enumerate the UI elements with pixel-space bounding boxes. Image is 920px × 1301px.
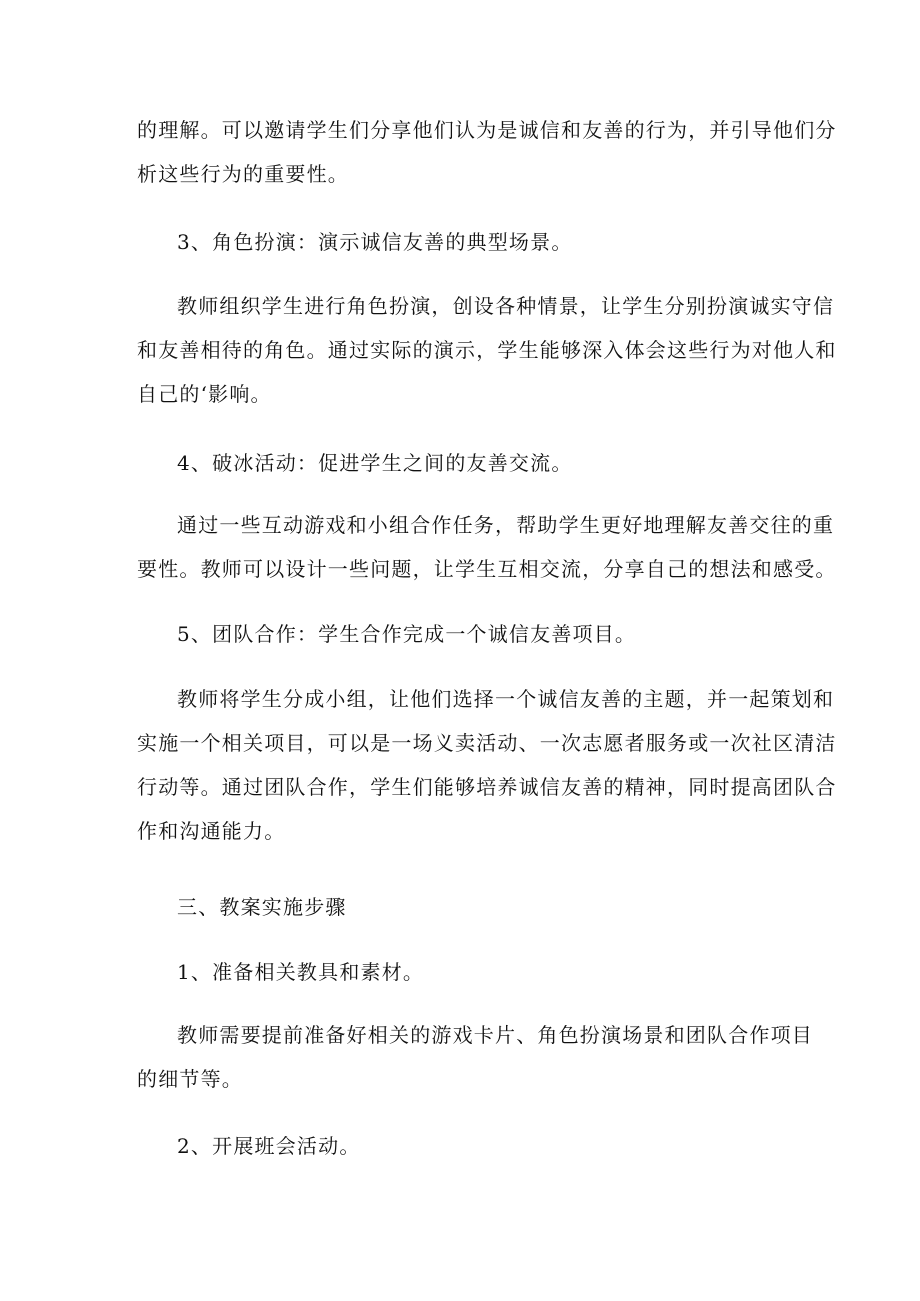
paragraph-teamwork — [137, 677, 837, 853]
text-line: 教师组织学生进行角色扮演，创设各种情景，让学生分别扮演诚实守信 — [177, 294, 835, 318]
text-line: 1、准备相关教具和素材。 — [177, 960, 425, 984]
text-line: 三、教案实施步骤 — [177, 895, 347, 919]
text-line: 教师将学生分成小组，让他们选择一个诚信友善的主题，并一起策划和 — [177, 687, 835, 711]
text-line: 教师需要提前准备好相关的游戏卡片、角色扮演场景和团队合作项目 — [177, 1023, 813, 1047]
text-line: 自己的‘影响。 — [137, 382, 272, 406]
paragraph-role-play — [137, 284, 837, 416]
text-line: 2、开展班会活动。 — [177, 1134, 361, 1158]
text-line: 作和沟通能力。 — [137, 819, 286, 843]
text-line: 行动等。通过团队合作，学生们能够培养诚信友善的精神，同时提高团队合 — [137, 775, 837, 799]
paragraph-prepare-materials — [137, 1013, 813, 1101]
section-heading-implementation — [137, 885, 797, 929]
text-line: 5、团队合作：学生合作完成一个诚信友善项目。 — [177, 622, 637, 646]
paragraph-icebreaker — [137, 503, 837, 591]
text-line: 要性。教师可以设计一些问题，让学生互相交流，分享自己的想法和感受。 — [137, 557, 837, 581]
heading-role-play — [137, 220, 797, 264]
paragraph-intro-continuation — [137, 108, 837, 196]
heading-class-meeting — [137, 1124, 797, 1168]
text-line: 的细节等。 — [137, 1067, 243, 1091]
heading-prepare-materials — [137, 950, 797, 994]
text-line: 3、角色扮演：演示诚信友善的典型场景。 — [177, 230, 573, 254]
heading-icebreaker — [137, 441, 797, 485]
text-line: 和友善相待的角色。通过实际的演示，学生能够深入体会这些行为对他人和 — [137, 338, 837, 362]
heading-teamwork — [137, 612, 797, 656]
text-line: 析这些行为的重要性。 — [137, 162, 349, 186]
text-line: 的理解。可以邀请学生们分享他们认为是诚信和友善的行为，并引导他们分 — [137, 118, 837, 142]
text-line: 通过一些互动游戏和小组合作任务，帮助学生更好地理解友善交往的重 — [177, 513, 835, 537]
text-line: 4、破冰活动：促进学生之间的友善交流。 — [177, 451, 573, 475]
text-line: 实施一个相关项目，可以是一场义卖活动、一次志愿者服务或一次社区清洁 — [137, 731, 837, 755]
